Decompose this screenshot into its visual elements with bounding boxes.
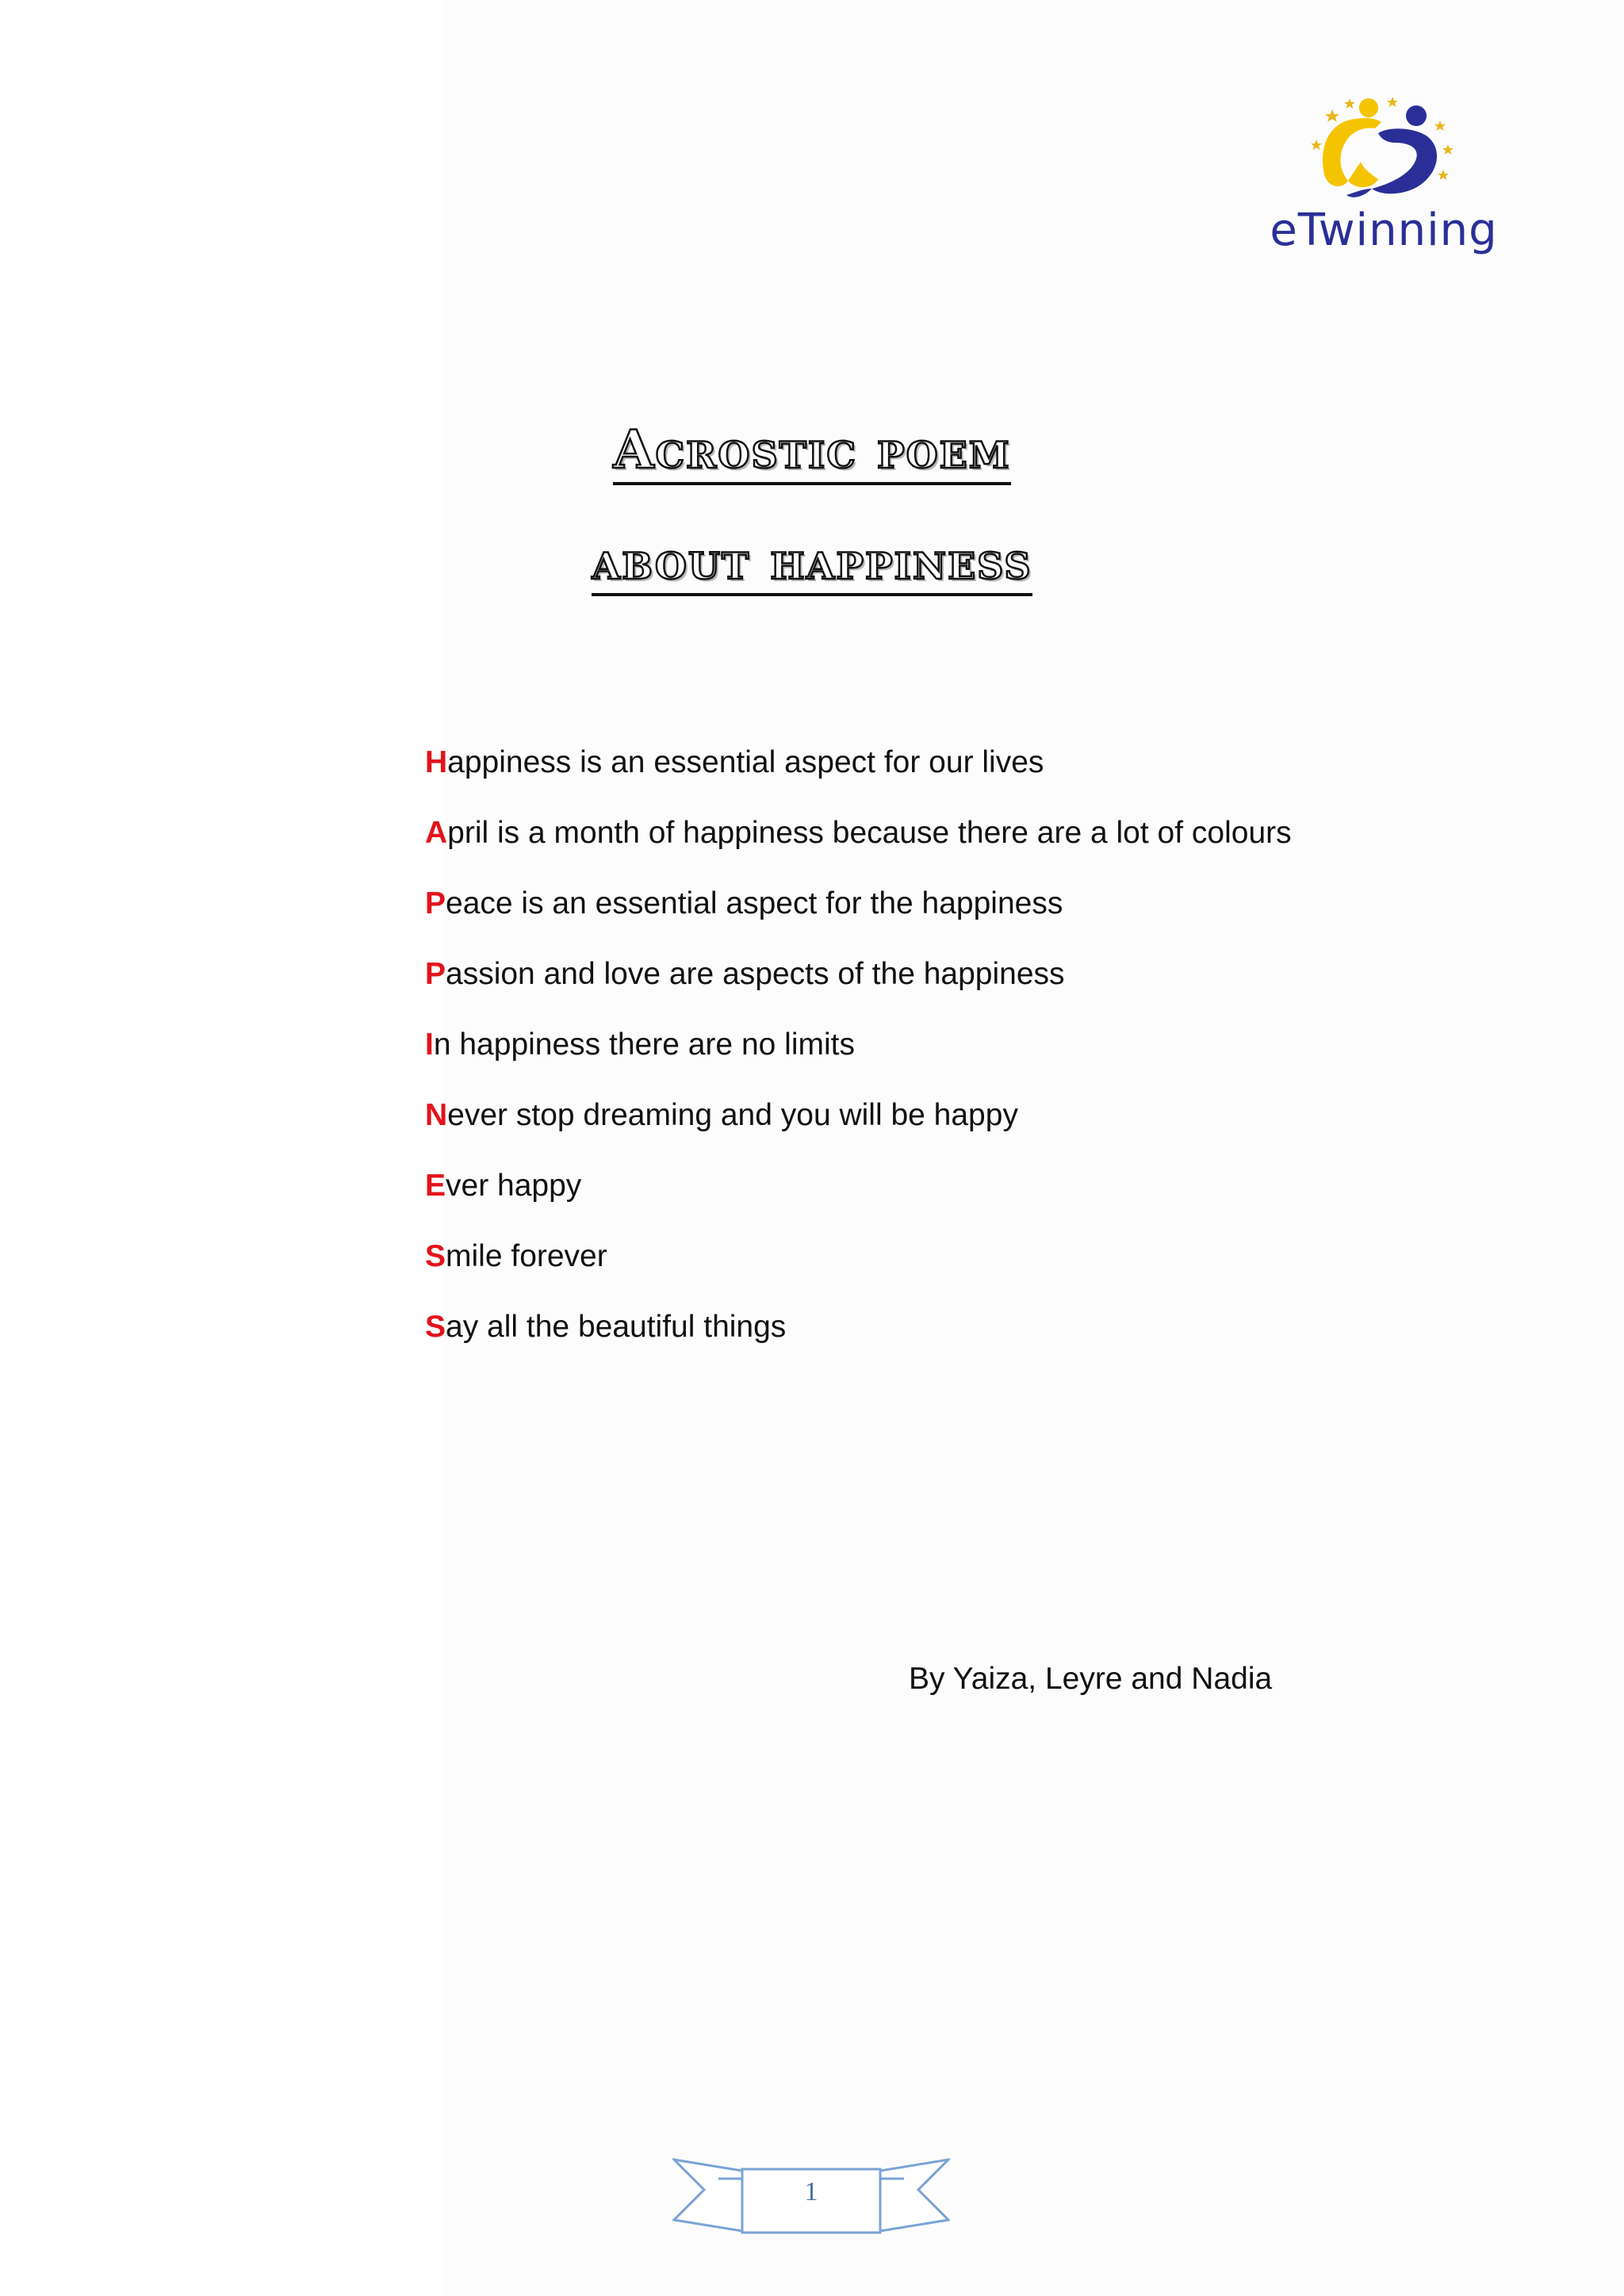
poem-line-text: mile forever	[446, 1239, 607, 1273]
acrostic-poem	[425, 740, 1456, 1376]
poem-line	[425, 1093, 1456, 1164]
poem-line-text: n happiness there are no limits	[433, 1027, 855, 1062]
poem-line	[425, 1305, 1456, 1376]
poem-line-initial: S	[425, 1310, 446, 1344]
poem-authors: By Yaiza, Leyre and Nadia	[909, 1662, 1273, 1696]
poem-line	[425, 811, 1456, 882]
poem-line	[425, 740, 1456, 811]
etwinning-figures-stars-icon	[1300, 87, 1467, 206]
poem-line	[425, 952, 1456, 1023]
poem-line	[425, 882, 1456, 952]
poem-line-initial: A	[425, 816, 448, 850]
poem-line-initial: P	[425, 957, 446, 991]
poem-line-text: ver happy	[446, 1169, 582, 1203]
etwinning-logo	[1261, 87, 1507, 270]
poem-line-text: ever stop dreaming and you will be happy	[447, 1098, 1018, 1132]
poem-line-initial: P	[425, 886, 446, 920]
poem-line-initial: N	[425, 1098, 448, 1132]
poem-line-text: appiness is an essential aspect for our lives	[447, 745, 1044, 779]
poem-line-initial: S	[425, 1239, 446, 1273]
poem-title-text-1: Acrostic poem	[613, 419, 1010, 485]
poem-line	[425, 1023, 1456, 1093]
etwinning-logo-text: eTwinning	[1270, 205, 1498, 256]
poem-title-line-1	[0, 419, 1624, 480]
poem-line-initial: I	[425, 1027, 434, 1062]
poem-line-text: pril is a month of happiness because there are a lot of colours	[447, 816, 1292, 850]
poem-line-text: ay all the beautiful things	[446, 1310, 787, 1344]
poem-line-initial: H	[425, 745, 448, 779]
poem-line	[425, 1164, 1456, 1234]
poem-title-line-2	[0, 530, 1624, 591]
page-number-ribbon	[672, 2155, 950, 2242]
poem-line-text: assion and love are aspects of the happiness	[446, 957, 1065, 991]
page-number: 1	[804, 2177, 818, 2206]
poem-line-initial: E	[425, 1169, 446, 1203]
poem-line-text: eace is an essential aspect for the happiness	[446, 886, 1063, 920]
poem-line	[425, 1234, 1456, 1305]
poem-title-text-2: about happiness	[592, 530, 1032, 596]
